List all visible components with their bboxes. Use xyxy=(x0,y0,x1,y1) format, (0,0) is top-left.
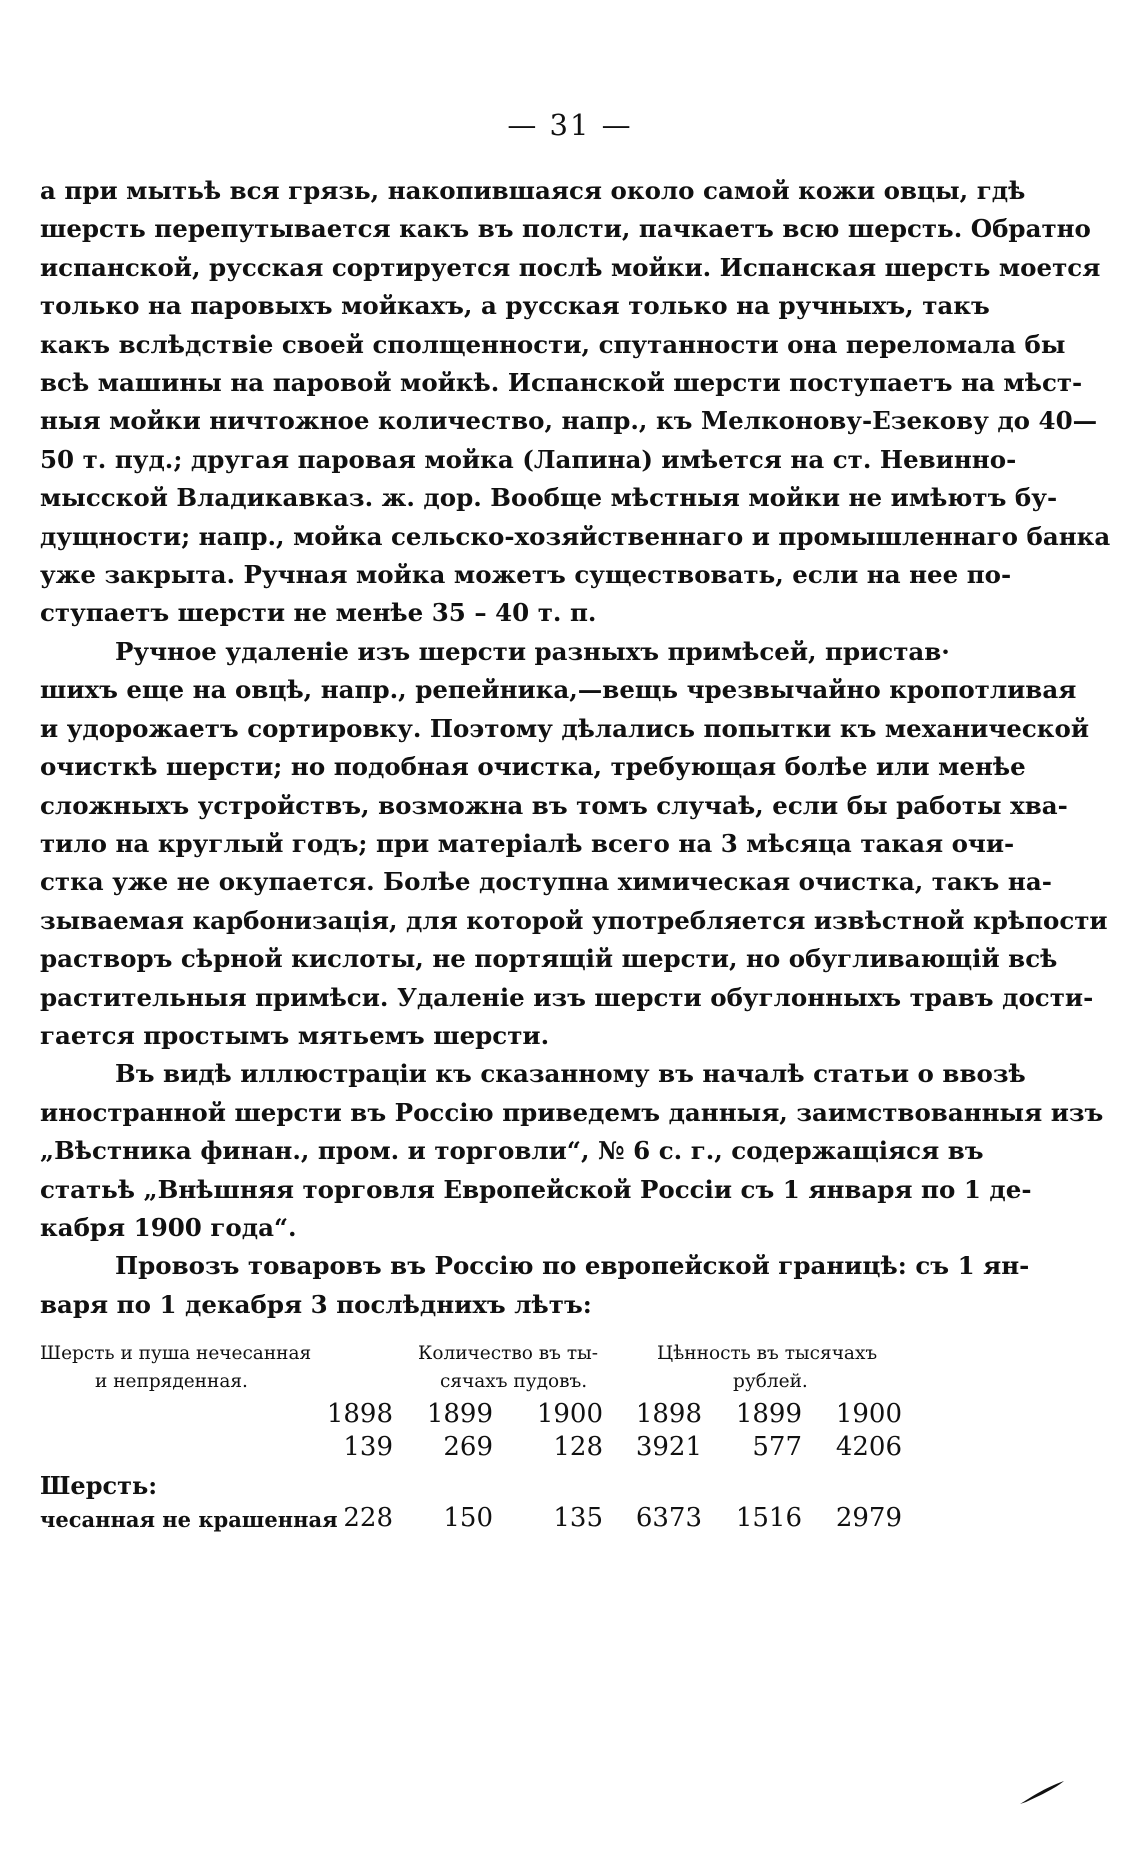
table-cell: 135 xyxy=(553,1503,603,1533)
ink-mark-icon xyxy=(1018,1778,1068,1808)
text-line: ныя мойки ничтожное количество, напр., къ Мелконову-Езекову до 40— xyxy=(40,406,1098,436)
table-cell: 1898 xyxy=(635,1399,702,1429)
table-row-label: чесанная не крашенная xyxy=(40,1507,338,1532)
text-line: всѣ машины на паровой мойкѣ. Испанской шерсти поступаетъ на мѣст- xyxy=(40,368,1083,398)
table-cell: 2979 xyxy=(835,1503,902,1533)
text-line: иностранной шерсти въ Россію приведемъ данныя, заимствованныя изъ xyxy=(40,1097,1104,1127)
table-row xyxy=(40,1432,912,1465)
table-header-row xyxy=(40,1343,912,1371)
text-line: сложныхъ устройствъ, возможна въ томъ случаѣ, если бы работы хва- xyxy=(40,790,1068,820)
table-cell: 6373 xyxy=(635,1503,702,1533)
text-line: Въ видѣ иллюстраціи къ сказанному въ началѣ статьи о ввозѣ xyxy=(115,1059,1026,1089)
table-cell: 1899 xyxy=(426,1399,493,1429)
text-line: какъ вслѣдствіе своей сполщенности, спутанности она переломала бы xyxy=(40,329,1066,359)
text-line: Провозъ товаровъ въ Россію по европейской границѣ: съ 1 ян- xyxy=(115,1251,1030,1281)
table-cell: 269 xyxy=(443,1432,493,1462)
table-header-value: рублей. xyxy=(733,1371,808,1392)
table-row xyxy=(40,1503,912,1536)
paragraph xyxy=(40,1055,1104,1247)
table-cell: 577 xyxy=(752,1432,802,1462)
body-text xyxy=(40,172,1111,1324)
table-cell: 1900 xyxy=(835,1399,902,1429)
table-cell: 139 xyxy=(343,1432,393,1462)
text-line: очисткѣ шерсти; но подобная очистка, требующая болѣе или менѣе xyxy=(40,752,1026,782)
paragraph xyxy=(40,172,1111,633)
text-line: и удорожаетъ сортировку. Поэтому дѣлались попытки къ механической xyxy=(40,713,1090,743)
table-cell: 228 xyxy=(343,1503,393,1533)
table-cell: 128 xyxy=(553,1432,603,1462)
table-header-product: Шерсть и пуша нечесанная xyxy=(40,1343,312,1364)
text-line: „Вѣстника финан., пром. и торговли“, № 6 с. г., содержащіяся въ xyxy=(40,1136,984,1166)
paragraph xyxy=(40,1247,1030,1324)
text-line: испанской, русская сортируется послѣ мойки. Испанская шерсть моется xyxy=(40,252,1101,282)
text-line: уже закрыта. Ручная мойка можетъ существовать, если на нее по- xyxy=(40,560,1012,590)
text-line: мысской Владикавказ. ж. дор. Вообще мѣстныя мойки не имѣютъ бу- xyxy=(40,483,1058,513)
table-header-quantity: Количество въ ты- xyxy=(418,1343,599,1364)
table-row-years xyxy=(40,1399,912,1432)
table-header-value: Цѣнность въ тысячахъ xyxy=(657,1343,878,1364)
table-cell: 1900 xyxy=(536,1399,603,1429)
text-line: только на паровыхъ мойкахъ, а русская только на ручныхъ, такъ xyxy=(40,291,990,321)
paragraph xyxy=(40,633,1108,1055)
text-line: Ручное удаленіе изъ шерсти разныхъ примѣсей, пристав· xyxy=(115,636,950,666)
table-cell: 1516 xyxy=(735,1503,802,1533)
text-line: шерсть перепутывается какъ въ полсти, пачкаетъ всю шерсть. Обратно xyxy=(40,214,1091,244)
text-line: кабря 1900 года“. xyxy=(40,1212,297,1242)
text-line: тило на круглый годъ; при матеріалѣ всего на 3 мѣсяца такая очи- xyxy=(40,828,1015,858)
page-number: — 31 — xyxy=(507,108,633,142)
table-cell: 150 xyxy=(443,1503,493,1533)
table-section-row xyxy=(40,1467,912,1501)
text-line: а при мытьѣ вся грязь, накопившаяся около самой кожи овцы, гдѣ xyxy=(40,176,1026,205)
text-line: гается простымъ мятьемъ шерсти. xyxy=(40,1020,550,1050)
text-line: растительныя примѣси. Удаленіе изъ шерсти обуглонныхъ травъ дости- xyxy=(40,982,1094,1012)
text-line: зываемая карбонизація, для которой употребляется извѣстной крѣпости xyxy=(40,905,1108,935)
text-line: 50 т. пуд.; другая паровая мойка (Лапина) имѣется на ст. Невинно- xyxy=(40,444,1017,474)
table-cell: 1898 xyxy=(326,1399,393,1429)
table-cell: 1899 xyxy=(735,1399,802,1429)
text-line: варя по 1 декабря 3 послѣднихъ лѣтъ: xyxy=(40,1289,592,1319)
text-line: шихъ еще на овцѣ, напр., репейника,—вещь чрезвычайно кропотливая xyxy=(40,675,1077,705)
table-header-row xyxy=(40,1371,912,1399)
text-line: дущности; напр., мойка сельско-хозяйственнаго и промышленнаго банка xyxy=(40,521,1111,551)
text-line: стка уже не окупается. Болѣе доступна химическая очистка, такъ на- xyxy=(40,867,1052,897)
table-cell: 3921 xyxy=(635,1432,702,1462)
text-line: растворъ сѣрной кислоты, не портящій шерсти, но обугливающій всѣ xyxy=(40,944,1058,974)
table-section-label: Шерсть: xyxy=(40,1471,158,1500)
text-line: ступаетъ шерсти не менѣе 35 – 40 т. п. xyxy=(40,598,597,628)
text-line: статьѣ „Внѣшняя торговля Европейской Россіи съ 1 января по 1 де- xyxy=(40,1174,1032,1204)
table-header-quantity: сячахъ пудовъ. xyxy=(440,1371,588,1392)
table-header-product: и непряденная. xyxy=(95,1371,248,1392)
trade-table xyxy=(40,1343,912,1536)
table-cell: 4206 xyxy=(835,1432,902,1462)
